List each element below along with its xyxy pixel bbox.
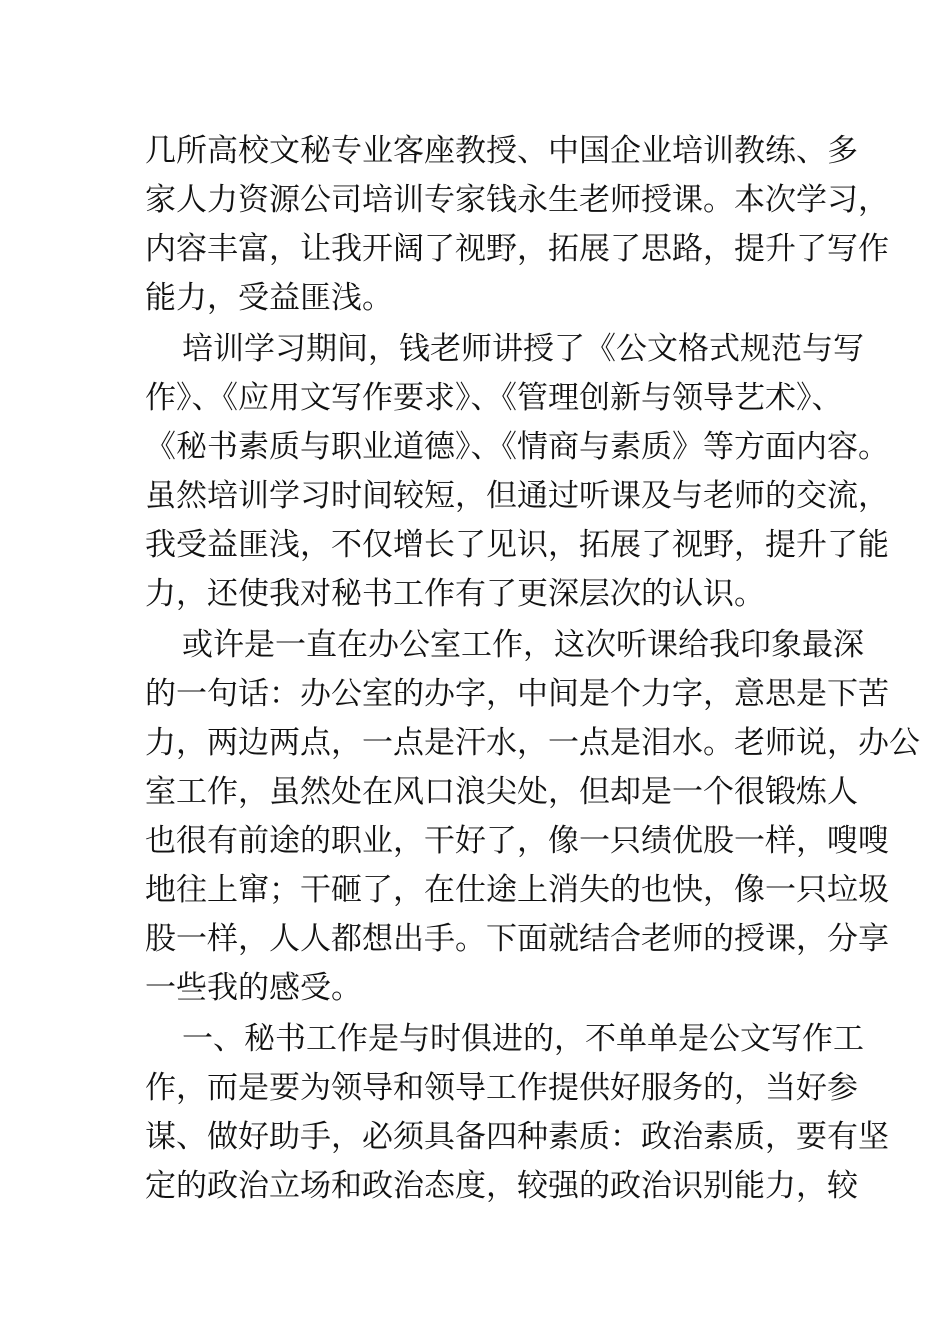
- text-line: 力，两边两点，一点是汗水，一点是泪水。老师说，办公: [145, 725, 920, 761]
- text-line: 《秘书素质与职业道德》、《情商与素质》等方面内容。: [145, 429, 889, 465]
- paragraph-first-line: 或许是一直在办公室工作，这次听课给我印象最深: [182, 627, 864, 663]
- text-line: 的一句话：办公室的办字，中间是个力字，意思是下苦: [145, 676, 889, 712]
- text-line: 也很有前途的职业，干好了，像一只绩优股一样，嗖嗖: [145, 823, 889, 859]
- text-line: 定的政治立场和政治态度，较强的政治识别能力，较: [145, 1168, 858, 1204]
- text-line: 我受益匪浅，不仅增长了见识，拓展了视野，提升了能: [145, 527, 889, 563]
- text-line: 谋、做好助手，必须具备四种素质：政治素质，要有坚: [145, 1119, 889, 1155]
- text-line: 虽然培训学习时间较短，但通过听课及与老师的交流，: [145, 478, 889, 514]
- paragraph-first-line: 培训学习期间，钱老师讲授了《公文格式规范与写: [182, 331, 864, 367]
- paragraph-first-line: 一、秘书工作是与时俱进的，不单单是公文写作工: [182, 1021, 864, 1057]
- text-line: 作》、《应用文写作要求》、《管理创新与领导艺术》、: [145, 380, 843, 416]
- text-line: 内容丰富，让我开阔了视野，拓展了思路，提升了写作: [145, 231, 889, 267]
- text-line: 室工作，虽然处在风口浪尖处，但却是一个很锻炼人: [145, 774, 858, 810]
- text-line: 力，还使我对秘书工作有了更深层次的认识。: [145, 576, 765, 612]
- text-line: 作，而是要为领导和领导工作提供好服务的，当好参: [145, 1070, 858, 1106]
- text-line: 地往上窜；干砸了，在仕途上消失的也快，像一只垃圾: [145, 872, 889, 908]
- text-line: 几所高校文秘专业客座教授、中国企业培训教练、多: [145, 133, 858, 169]
- text-line: 一些我的感受。: [145, 970, 362, 1006]
- text-line: 家人力资源公司培训专家钱永生老师授课。本次学习，: [145, 182, 889, 218]
- text-line: 股一样，人人都想出手。下面就结合老师的授课，分享: [145, 921, 889, 957]
- text-line: 能力，受益匪浅。: [145, 280, 393, 316]
